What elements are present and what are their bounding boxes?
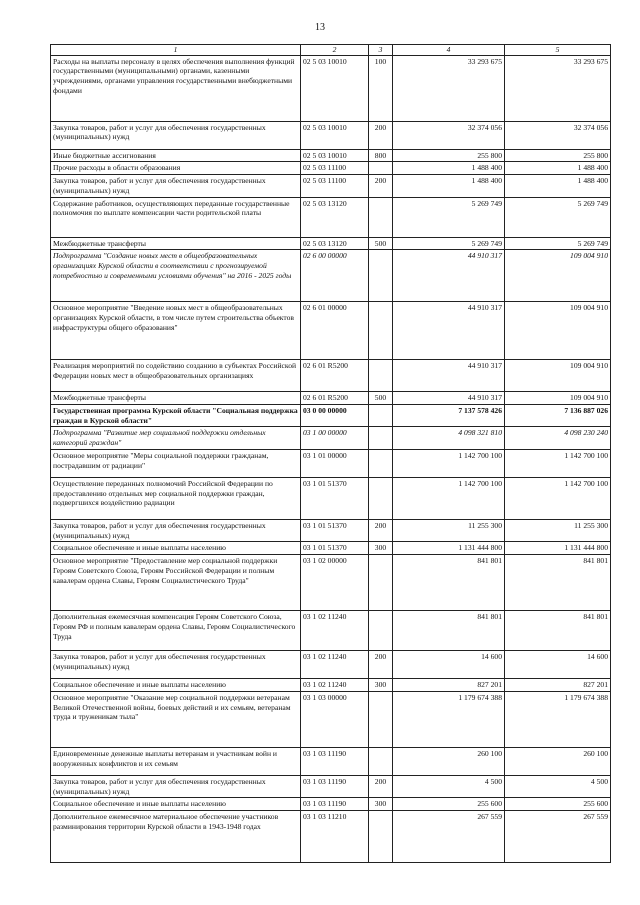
cell-name: Единовременные денежные выплаты ветеранам и участникам войн и вооруженных конфликтов и их семьям [51,747,301,775]
table-row [51,149,611,162]
cell-name: Содержание работников, осуществляющих переданные государственные полномочия по выплате компенсации части родительской платы [51,197,301,237]
cell-name: Подпрограмма "Создание новых мест в общеобразовательных организациях Курской области в соответствии с прогнозируемой потребностью и современными условиями обучения" на 2016 - 2025 годы [51,250,301,302]
cell-amount-year-1: 11 255 300 [393,519,505,541]
cell-name: Закупка товаров, работ и услуг для обеспечения государственных (муниципальных) нужд [51,121,301,149]
cell-amount-year-1: 267 559 [393,810,505,862]
cell-name: Дополнительная ежемесячная компенсация Героям Советского Союза, Героям РФ и полным кавалерам ордена Славы, Героям Социалистического Труда [51,611,301,651]
cell-name: Дополнительное ежемесячное материальное обеспечение участников разминирования территории Курской области в 1943-1948 годах [51,810,301,862]
table-row [51,679,611,692]
cell-code: 03 1 01 00000 [301,449,369,477]
cell-amount-year-2: 1 142 700 100 [505,449,611,477]
cell-amount-year-2: 4 500 [505,775,611,797]
cell-amount-year-1: 260 100 [393,747,505,775]
cell-code: 03 1 03 11190 [301,798,369,811]
table-row [51,798,611,811]
cell-amount-year-1: 4 500 [393,775,505,797]
cell-amount-year-2: 11 255 300 [505,519,611,541]
cell-code: 02 5 03 10010 [301,55,369,121]
table-row [51,555,611,611]
table-row [51,449,611,477]
table-body [51,55,611,862]
cell-expense-type: 500 [369,392,393,405]
cell-name: Закупка товаров, работ и услуг для обеспечения государственных (муниципальных) нужд [51,519,301,541]
cell-name: Осуществление переданных полномочий Российской Федерации по предоставлению отдельных мер социальной поддержки граждан, подвергшихся воздействию радиации [51,477,301,519]
cell-name: Закупка товаров, работ и услуг для обеспечения государственных (муниципальных) нужд [51,775,301,797]
cell-expense-type [369,162,393,175]
cell-amount-year-2: 255 600 [505,798,611,811]
cell-name: Закупка товаров, работ и услуг для обеспечения государственных (муниципальных) нужд [51,175,301,197]
cell-amount-year-1: 33 293 675 [393,55,505,121]
cell-amount-year-1: 4 098 321 810 [393,427,505,449]
cell-name: Основное мероприятие "Предоставление мер социальной поддержки Героям Советского Союза, Героям Российской Федерации и полным кавалерам ордена Славы, Героям Социалистического Труда" [51,555,301,611]
cell-amount-year-2: 255 800 [505,149,611,162]
table-row [51,691,611,747]
table-row [51,611,611,651]
table-row [51,477,611,519]
cell-name: Подпрограмма "Развитие мер социальной поддержки отдельных категорий граждан" [51,427,301,449]
cell-code: 03 1 01 51370 [301,519,369,541]
cell-name: Иные бюджетные ассигнования [51,149,301,162]
cell-code: 02 5 03 10010 [301,149,369,162]
cell-amount-year-1: 841 801 [393,555,505,611]
cell-code: 03 1 03 11190 [301,747,369,775]
cell-amount-year-2: 109 004 910 [505,392,611,405]
table-row [51,197,611,237]
cell-expense-type: 200 [369,121,393,149]
cell-amount-year-2: 5 269 749 [505,237,611,250]
cell-expense-type: 200 [369,775,393,797]
cell-expense-type [369,747,393,775]
cell-amount-year-1: 7 137 578 426 [393,405,505,427]
cell-amount-year-2: 109 004 910 [505,302,611,360]
cell-amount-year-1: 1 488 400 [393,175,505,197]
cell-name: Закупка товаров, работ и услуг для обеспечения государственных (муниципальных) нужд [51,651,301,679]
cell-code: 03 1 03 11210 [301,810,369,862]
table-row [51,775,611,797]
cell-amount-year-1: 14 600 [393,651,505,679]
cell-code: 02 6 01 R5200 [301,392,369,405]
cell-expense-type [369,427,393,449]
table-row [51,302,611,360]
cell-amount-year-1: 841 801 [393,611,505,651]
cell-expense-type [369,405,393,427]
cell-amount-year-1: 5 269 749 [393,237,505,250]
cell-amount-year-1: 5 269 749 [393,197,505,237]
cell-expense-type [369,360,393,392]
table-row [51,519,611,541]
table-row [51,392,611,405]
cell-code: 03 1 02 11240 [301,611,369,651]
cell-amount-year-2: 267 559 [505,810,611,862]
cell-expense-type [369,250,393,302]
cell-amount-year-2: 109 004 910 [505,250,611,302]
cell-amount-year-2: 827 201 [505,679,611,692]
cell-amount-year-1: 827 201 [393,679,505,692]
cell-name: Государственная программа Курской области "Социальная поддержка граждан в Курской области" [51,405,301,427]
cell-name: Реализация мероприятий по содействию созданию в субъектах Российской Федерации новых мест в общеобразовательных организациях [51,360,301,392]
cell-expense-type [369,555,393,611]
cell-expense-type: 100 [369,55,393,121]
table-row [51,121,611,149]
cell-code: 02 5 03 11100 [301,175,369,197]
cell-name: Прочие расходы в области образования [51,162,301,175]
header-col-2: 2 [301,45,369,56]
cell-expense-type: 300 [369,679,393,692]
cell-amount-year-2: 1 131 444 800 [505,542,611,555]
table-row [51,542,611,555]
cell-amount-year-2: 32 374 056 [505,121,611,149]
cell-amount-year-2: 841 801 [505,555,611,611]
cell-code: 02 6 01 00000 [301,302,369,360]
cell-amount-year-1: 1 179 674 388 [393,691,505,747]
cell-expense-type: 200 [369,175,393,197]
cell-name: Межбюджетные трансферты [51,392,301,405]
cell-expense-type [369,611,393,651]
cell-name: Социальное обеспечение и иные выплаты населению [51,798,301,811]
cell-amount-year-2: 4 098 230 240 [505,427,611,449]
table-row [51,237,611,250]
cell-code: 03 1 01 51370 [301,477,369,519]
cell-name: Основное мероприятие "Меры социальной поддержки гражданам, пострадавшим от радиации" [51,449,301,477]
cell-expense-type: 300 [369,798,393,811]
budget-table [50,44,611,863]
cell-code: 02 6 00 00000 [301,250,369,302]
table-row [51,175,611,197]
cell-amount-year-2: 5 269 749 [505,197,611,237]
table-row [51,747,611,775]
table-row [51,250,611,302]
cell-name: Основное мероприятие "Введение новых мест в общеобразовательных организациях Курской области, в том числе путем строительства объектов инфраструктуры общего образования" [51,302,301,360]
cell-amount-year-2: 33 293 675 [505,55,611,121]
table-row [51,651,611,679]
header-row [51,45,611,56]
header-col-3: 3 [369,45,393,56]
cell-expense-type: 500 [369,237,393,250]
cell-amount-year-2: 1 142 700 100 [505,477,611,519]
cell-amount-year-2: 1 488 400 [505,162,611,175]
cell-amount-year-1: 44 910 317 [393,250,505,302]
cell-amount-year-1: 44 910 317 [393,360,505,392]
cell-amount-year-1: 1 131 444 800 [393,542,505,555]
cell-code: 03 1 03 11190 [301,775,369,797]
cell-amount-year-1: 44 910 317 [393,392,505,405]
cell-code: 02 6 01 R5200 [301,360,369,392]
cell-amount-year-1: 32 374 056 [393,121,505,149]
cell-amount-year-2: 1 488 400 [505,175,611,197]
cell-amount-year-2: 260 100 [505,747,611,775]
table-row [51,162,611,175]
cell-amount-year-1: 1 142 700 100 [393,449,505,477]
cell-amount-year-1: 1 142 700 100 [393,477,505,519]
cell-amount-year-1: 255 600 [393,798,505,811]
header-col-1: 1 [51,45,301,56]
cell-amount-year-2: 14 600 [505,651,611,679]
cell-code: 02 5 03 13120 [301,197,369,237]
cell-code: 02 5 03 13120 [301,237,369,250]
cell-expense-type: 200 [369,651,393,679]
cell-amount-year-1: 44 910 317 [393,302,505,360]
table-header [51,45,611,56]
cell-expense-type [369,449,393,477]
header-col-4: 4 [393,45,505,56]
cell-expense-type [369,691,393,747]
cell-expense-type: 300 [369,542,393,555]
cell-code: 03 1 00 00000 [301,427,369,449]
page-number: 13 [315,22,325,33]
cell-code: 03 1 02 11240 [301,651,369,679]
cell-name: Социальное обеспечение и иные выплаты населению [51,679,301,692]
cell-amount-year-2: 7 136 887 026 [505,405,611,427]
cell-amount-year-1: 255 800 [393,149,505,162]
table-row [51,427,611,449]
cell-code: 02 5 03 10010 [301,121,369,149]
cell-expense-type [369,810,393,862]
cell-expense-type [369,302,393,360]
cell-code: 02 5 03 11100 [301,162,369,175]
cell-expense-type [369,477,393,519]
cell-amount-year-2: 109 004 910 [505,360,611,392]
table-row [51,55,611,121]
cell-name: Расходы на выплаты персоналу в целях обеспечения выполнения функций государственными (муниципальными) органами, казенными учреждениями, органами управления государственными внебюджетными фондами [51,55,301,121]
cell-name: Основное мероприятие "Оказание мер социальной поддержки ветеранам Великой Отечественной войны, боевых действий и их семьям, ветеранам труда и труженикам тыла" [51,691,301,747]
cell-expense-type: 800 [369,149,393,162]
cell-expense-type: 200 [369,519,393,541]
cell-name: Межбюджетные трансферты [51,237,301,250]
header-col-5: 5 [505,45,611,56]
cell-expense-type [369,197,393,237]
cell-name: Социальное обеспечение и иные выплаты населению [51,542,301,555]
cell-amount-year-2: 841 801 [505,611,611,651]
cell-code: 03 1 02 11240 [301,679,369,692]
cell-code: 03 1 01 51370 [301,542,369,555]
cell-code: 03 0 00 00000 [301,405,369,427]
cell-code: 03 1 03 00000 [301,691,369,747]
cell-amount-year-1: 1 488 400 [393,162,505,175]
table-row [51,360,611,392]
cell-amount-year-2: 1 179 674 388 [505,691,611,747]
table-row [51,810,611,862]
table-row [51,405,611,427]
cell-code: 03 1 02 00000 [301,555,369,611]
